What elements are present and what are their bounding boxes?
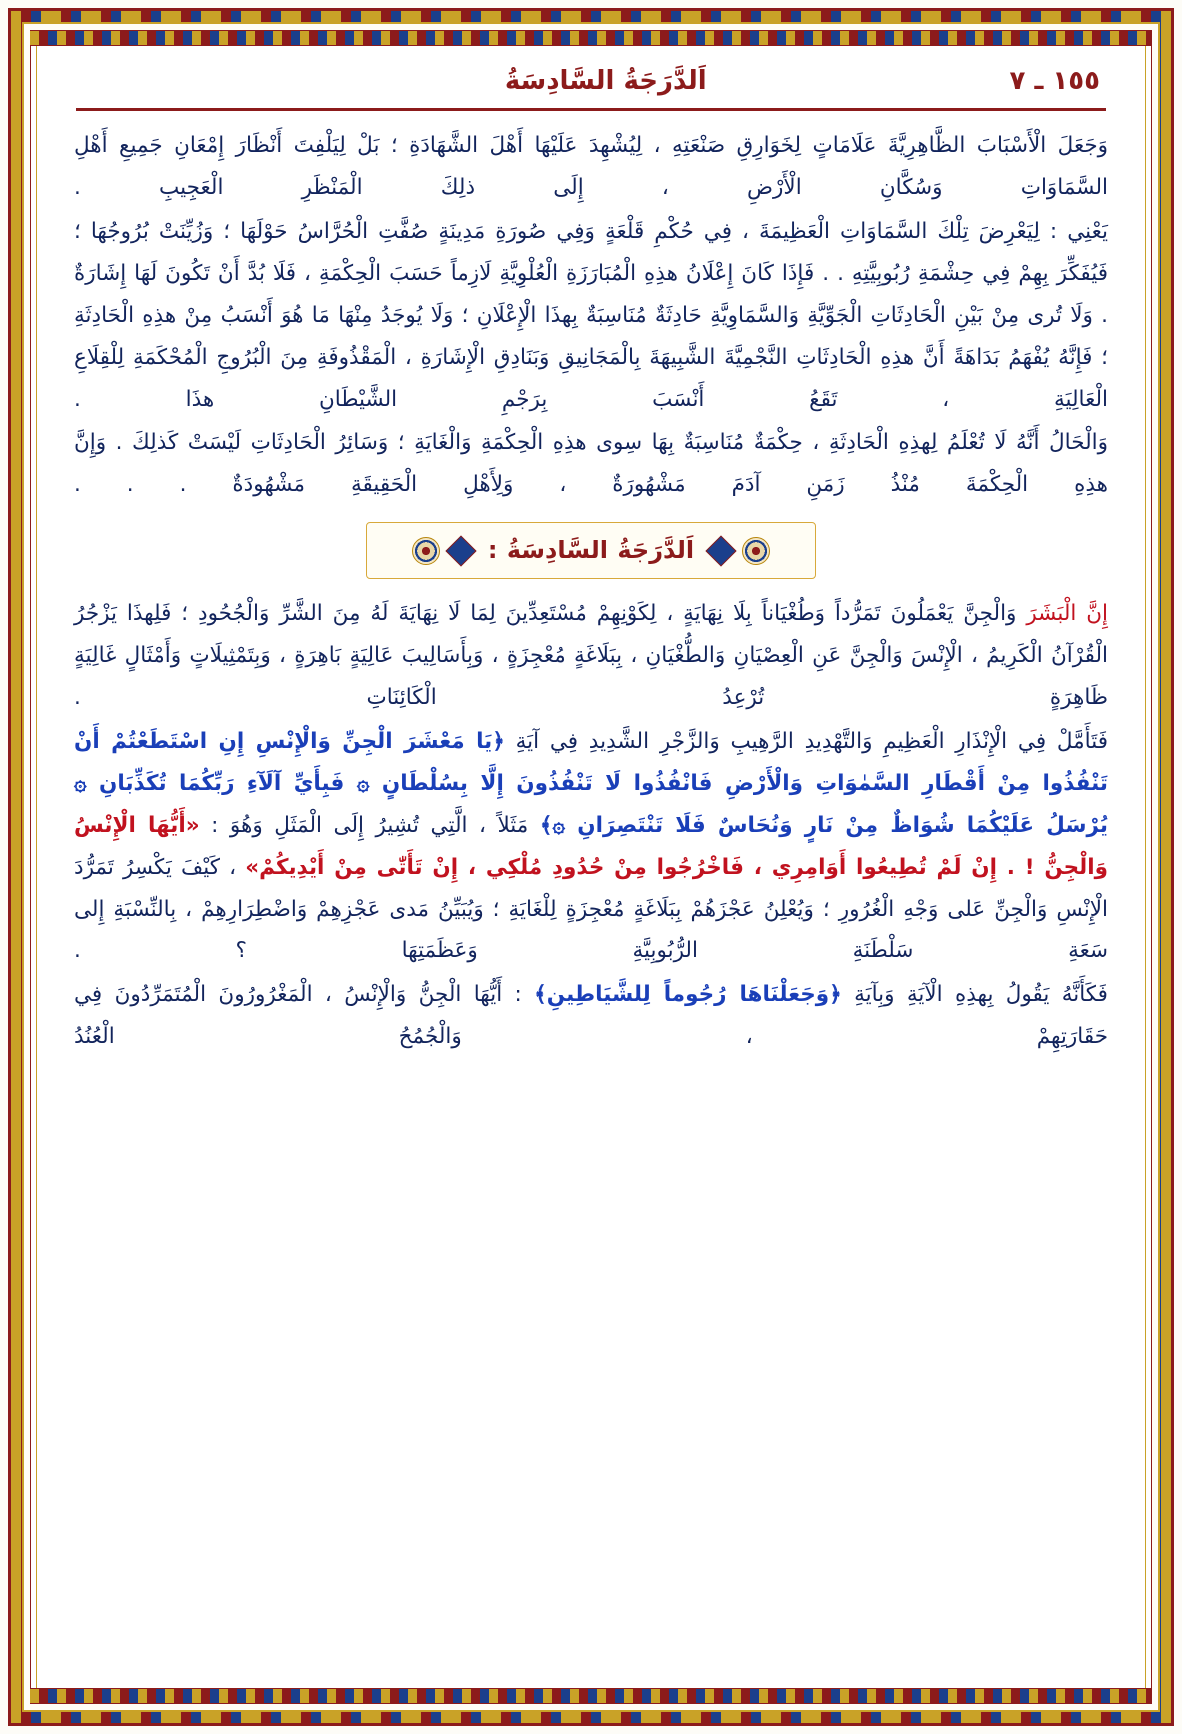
paragraph-7-post: : أَيُّهَا الْجِنُّ وَالْإِنْسُ ، الْمَغْرُورُونَ الْمُتَمَرِّدُونَ فِي حَقَارَتِهِمْ ، وَالْجُمُحُ الْعُنُدُ bbox=[74, 982, 1108, 1050]
rosette-ornament-icon bbox=[412, 537, 440, 565]
paragraph-2 bbox=[74, 211, 1108, 421]
quran-verse-2: ﴿وَجَعَلْنَاهَا رُجُوماً لِلشَّيَاطِينِ﴾ bbox=[534, 982, 842, 1008]
body-text bbox=[74, 125, 1108, 1058]
paragraph-4-highlight: إِنَّ الْبَشَرَ bbox=[1026, 601, 1108, 627]
paragraph-5-pre: فَتَأَمَّلْ فِي الْإِنْذَارِ الْعَظِيمِ وَالتَّهْدِيدِ الرَّهِيبِ وَالزَّجْرِ الشَّدِيدِ فِي آيَةِ bbox=[515, 728, 1108, 754]
paragraph-1: وَجَعَلَ الْأَسْبَابَ الظَّاهِرِيَّةَ عَلَامَاتٍ لِخَوَارِقِ صَنْعَتِهِ ، لِيُشْهِدَ عَلَيْهَا أَهْلَ الشَّهَادَةِ ؛ بَلْ لِيَلْفِتَ أَنْظَارَ إِمْعَانِ جَمِيعِ أَهْلِ السَّمَاوَاتِ وَسُكَّانِ الْأَرْضِ ، إِلَى ذلِكَ الْمَنْظَرِ الْعَجِيبِ . bbox=[74, 133, 1108, 200]
top-ornament-band bbox=[30, 30, 1152, 46]
paragraph-7 bbox=[74, 974, 1108, 1058]
page-content bbox=[48, 48, 1134, 1686]
header-divider bbox=[76, 108, 1106, 111]
footer-ornament-band bbox=[30, 1688, 1152, 1704]
section-title: اَلدَّرَجَةُ السَّادِسَةُ : bbox=[487, 536, 695, 565]
paragraph-5 bbox=[74, 721, 1108, 973]
rosette-ornament-icon bbox=[742, 537, 770, 565]
paragraph-3: وَالْحَالُ أَنَّهُ لَا تُعْلَمُ لِهذِهِ الْحَادِثَةِ ، حِكْمَةٌ مُنَاسِبَةٌ بِهَا سِوى هذِهِ الْحِكْمَةِ وَالْغَايَةِ ؛ وَسَائِرُ الْحَادِثَاتِ لَيْسَتْ كَذلِكَ . وَإِنَّ هذِهِ الْحِكْمَةَ مُنْذُ زَمَنِ آدَمَ مَشْهُورَةٌ ، وَلِأَهْلِ الْحَقِيقَةِ مَشْهُودَةٌ . . . bbox=[74, 430, 1108, 498]
diamond-ornament-icon bbox=[445, 535, 476, 566]
paragraph-2-pre: يَعْنِي : لِيَعْرِضَ تِلْكَ السَّمَاوَاتِ الْعَظِيمَةَ ، فِي حُكْمِ قَلْعَةٍ وَفِي صُورَةِ مَدِينَةٍ صُفَّتِ الْحُرَّاسُ حَوْلَهَا ؛ وَزُيِّنَتْ بُرُوجُهَا ؛ فَيُفَكِّرَ بِهِمْ فِي حِشْمَةِ رُبُوبِيَّتِهِ . . bbox=[74, 218, 1108, 286]
page-number: ١٥٥ ـ ٧ bbox=[1009, 66, 1100, 96]
paragraph-2-post: فَإِذَا كَانَ إِعْلَانُ هذِهِ الْمُبَارَزَةِ الْعُلْوِيَّةِ لَازِماً حَسَبَ الْحِكْمَةِ ، فَلَا بُدَّ أَنْ تَكُونَ لَهَا إِشَارَةٌ . وَلَا تُرى مِنْ بَيْنِ الْحَادِثَاتِ الْجَوِّيَّةِ وَالسَّمَاوِيَّةِ حَادِثَةٌ مُنَاسِبَةٌ بِهذَا الْإِعْلَانِ ؛ وَلَا يُوجَدُ مِنْهَا مَا هُوَ أَنْسَبُ مِنْ هذِهِ الْحَادِثَةِ ؛ فَإِنَّهُ يُفْهَمُ بَدَاهَةً أَنَّ هذِهِ الْحَادِثَاتِ النَّجْمِيَّةَ الشَّبِيهَةَ بِالْمَجَانِيقِ وَبَنَادِقِ الْإِشَارَةِ ، الْمَقْذُوفَةِ مِنَ الْبُرُوجِ الْمُحْكَمَةِ لِلْقِلَاعِ الْعَالِيَةِ ، تَقَعُ أَنْسَبَ بِرَجْمِ الشَّيْطَانِ هذَا . bbox=[74, 260, 1108, 412]
paragraph-4 bbox=[74, 593, 1108, 719]
quoted-saying: «أَيُّهَا الْإِنْسُ وَالْجِنُّ ! . إِنْ لَمْ تُطِيعُوا أَوَامِرِي ، فَاخْرُجُوا مِنْ حُدُودِ مُلْكِي ، إِنْ تَأَتّٰى مِنْ أَيْدِيكُمْ» bbox=[74, 812, 1108, 880]
page-title: اَلدَّرَجَةُ السَّادِسَةُ bbox=[504, 66, 707, 96]
paragraph-5-post: مَثَلاً ، الَّتِي تُشِيرُ إِلَى الْمَثَلِ وَهُوَ : bbox=[211, 812, 529, 838]
paragraph-7-pre: فَكَأَنَّهُ يَقُولُ بِهذِهِ الْآيَةِ وَبِآيَةِ bbox=[854, 982, 1108, 1008]
diamond-ornament-icon bbox=[706, 535, 737, 566]
section-heading bbox=[74, 522, 1108, 579]
quran-verse-1: ﴿يَا مَعْشَرَ الْجِنِّ وَالْإِنْسِ إِنِ اسْتَطَعْتُمْ أَنْ تَنْفُذُوا مِنْ أَقْطَارِ السَّمٰوَاتِ وَالْأَرْضِ فَانْفُذُوا لَا تَنْفُذُونَ إِلَّا بِسُلْطَانٍ ۞ فَبِأَيِّ آلَآءِ رَبِّكُمَا تُكَذِّبَانِ ۞ يُرْسَلُ عَلَيْكُمَا شُوَاظٌ مِنْ نَارٍ وَنُحَاسٌ فَلَا تَنْتَصِرَانِ ۞﴾ bbox=[74, 728, 1108, 838]
paragraph-6-text: ، كَيْفَ يَكْسِرُ تَمَرُّدَ الْإِنْسِ وَالْجِنِّ عَلى وَجْهِ الْغُرُورِ ؛ وَيُعْلِنُ عَجْزَهُمْ بِبَلَاغَةٍ مُعْجِزَةٍ لِلْغَايَةِ ؛ وَيُبَيِّنُ مَدى عَجْزِهِمْ وَاضْطِرَارِهِمْ ، بِالنِّسْبَةِ إِلى سَعَةِ سَلْطَنَةِ الرُّبُوبِيَّةِ وَعَظَمَتِهَا ؟ . bbox=[74, 854, 1108, 964]
ornament-box bbox=[366, 522, 816, 579]
paragraph-4-text: وَالْجِنَّ يَعْمَلُونَ تَمَرُّداً وَطُغْيَاناً بِلَا نِهَايَةٍ ، لِكَوْنِهِمْ مُسْتَعِدِّينَ لِمَا لَا نِهَايَةَ لَهُ مِنَ الشَّرِّ وَالْجُحُودِ ؛ فَلِهذَا يَزْجُرُ الْقُرْآنُ الْكَرِيمُ ، الْإِنْسَ وَالْجِنَّ عَنِ الْعِصْيَانِ وَالطُّغْيَانِ ، بِبَلَاغَةٍ مُعْجِزَةٍ ، وَبِأَسَالِيبَ عَالِيَةٍ بَاهِرَةٍ ، وَبِتَمْثِيلَاتٍ وَأَمْثَالٍ غَالِيَةٍ ظَاهِرَةٍ تُرْعِدُ الْكَائِنَاتِ . bbox=[74, 601, 1108, 710]
page-header bbox=[74, 66, 1108, 102]
